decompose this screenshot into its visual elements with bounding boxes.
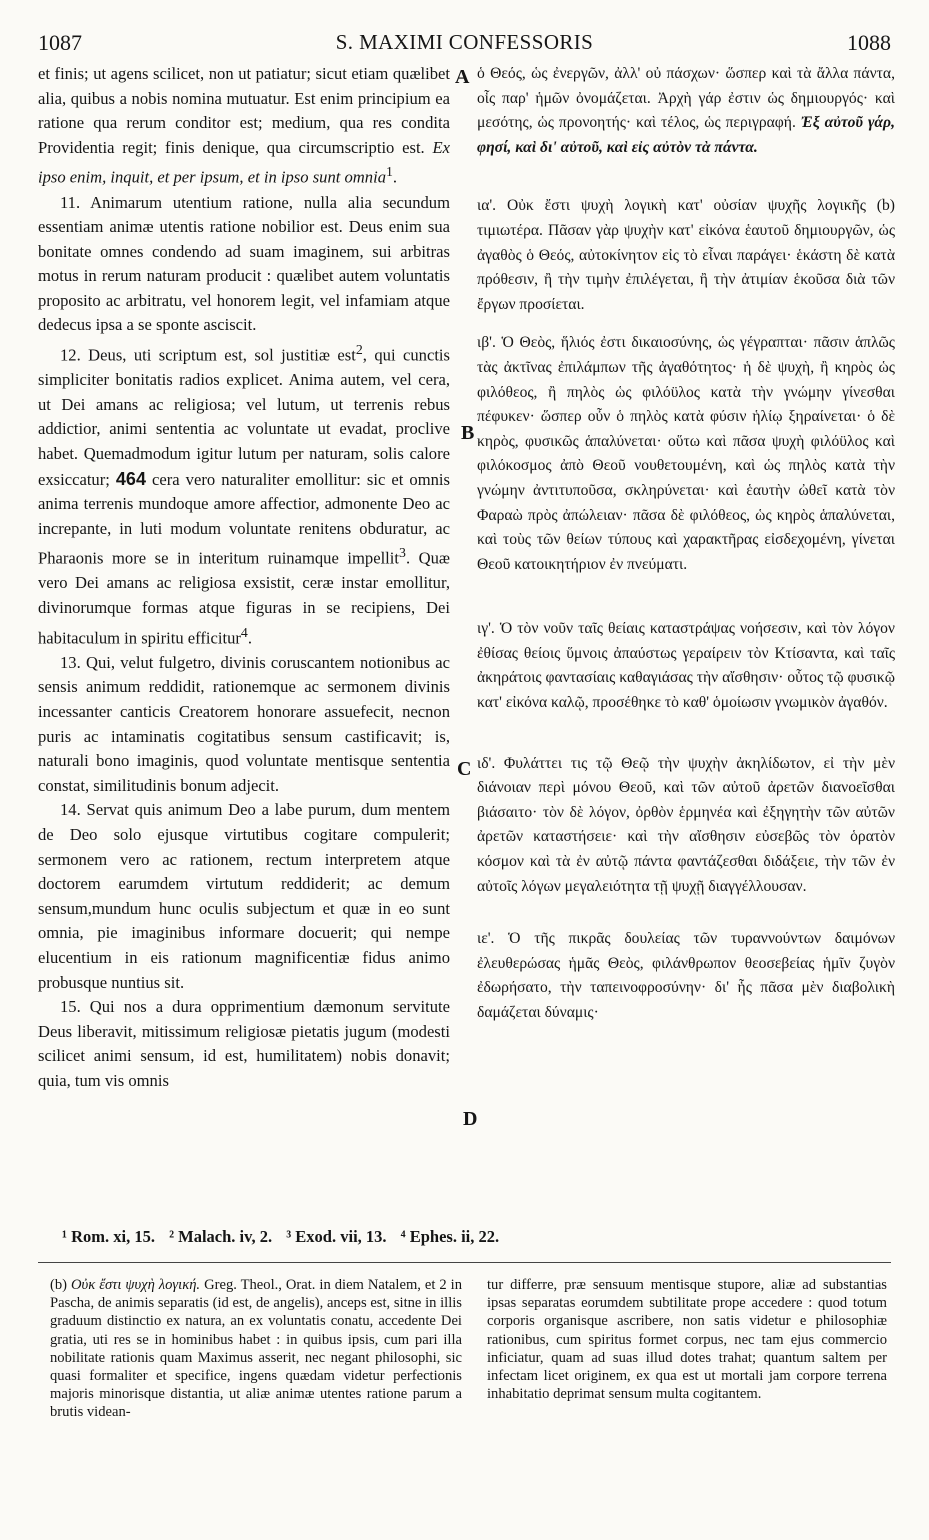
footnote-1: ¹ Rom. xi, 15. bbox=[62, 1227, 155, 1246]
greek-para-14: ιδ'. Φυλάττει τις τῷ Θεῷ τὴν ψυχὴν ἀκηλίδωτον, εἰ τὴν μὲν διάνοιαν περὶ μόνου Θεοῦ, καὶ τῶν αὐτοῦ ἀρετῶν διανοεῖσθαι βιάσαιτο· τὸν δὲ λόγον, ὀρθὸν ἑρμηνέα καὶ ἐξηγητὴν τῶν αὐτῶν ἀρετῶν καταστήσειε· καὶ τὴν αἴσθησιν εὐσεβῶς τὸν ὁρατὸν κόσμον καὶ τὰ ἐν αὐτῷ πάντα φαντάζεσθαι διδάξειε, τὴν τῶν ἐν αὐτοῖς λόγων μεγαλειότητα τῇ ψυχῇ διαγγέλλουσαν. bbox=[477, 754, 895, 895]
margin-mark-a: A bbox=[455, 66, 470, 88]
note-lemma: Οὐκ ἔστι ψυχὴ λογική. bbox=[71, 1277, 201, 1293]
latin-para-15: 15. Qui nos a dura opprimentium dæmonum servitute Deus liberavit, mitissimum religiosæ pietatis jugum (modesti scilicet animi sensum, id est, humilitatem) nobis donavit; quia, tum vis omnis bbox=[38, 997, 450, 1090]
latin-para-12: 12. Deus, uti scriptum est, sol justitiæ est$^2$, qui cunctis simpliciter bonitatis radios explicet. Anima autem, vel cera, ut Dei amans ac religiosa; vel lutum, ut terrenis rebus addictior, animi sententia ac voluntate ut evadat, proclive habet. Quemadmodum igitur lutum per naturam, solis calore exsiccatur; 464 cera vero naturaliter emollitur: sic et omnis anima terrenis mundoque amore affectior, admonente Deo ac increpante, in luti modum voluntate renitens obduratur, ac Pharaonis more se in interitum ruinamque impellit$^3$. Quæ vero Dei amans ac religiosa exsistit, ceræ instar emollitur, divinorumque formas atque figuras in se recipiens, Dei habitaculum in spiritu efficitur$^4$. bbox=[38, 342, 450, 648]
footnote-references bbox=[62, 1227, 509, 1247]
footnote-3: ³ Exod. vii, 13. bbox=[286, 1227, 387, 1246]
note-text-right: tur differre, præ sensuum mentisque stupore, aliæ ad substantias ipsas separatas eorumdem subtilitate prope accedere : quod totum corporis organisque ascribere, non satis videtur e philosophiæ rationibus, cum spiritus formet corpus, nec tam ejus commercio inficiatur, quam ad suas illud dotes trahat; quantum saltem per infectam licet originem, ex qua est ut mortali jam corpore terrena inhabitatio deprimat sensum multa cogitantem. bbox=[487, 1277, 887, 1403]
greek-column bbox=[477, 62, 895, 1026]
margin-mark-d: D bbox=[463, 1108, 478, 1130]
latin-column bbox=[38, 62, 450, 1093]
greek-para-10: ὁ Θεός, ὡς ἐνεργῶν, ἀλλ' οὐ πάσχων· ὥσπερ καὶ τὰ ἄλλα πάντα, οἷς παρ' ἡμῶν ὀνομάζεται. Ἀρχὴ γάρ ἐστιν ὡς δημιουργός· καὶ μεσότης, ὡς προνοητής· καὶ τέλος, ὡς περιγραφή. Ἐξ αὐτοῦ γάρ, φησί, καὶ δι' αὐτοῦ, καὶ εἰς αὐτὸν τὰ πάντα. bbox=[477, 65, 895, 156]
greek-para-13: ιγ'. Ὁ τὸν νοῦν ταῖς θείαις καταστράψας νοήσεσιν, καὶ τὸν λόγον ἐθίσας θείοις ὕμνοις ἀπαύστως γεραίρειν τὸν Κτίσαντα, καὶ ταῖς ἀκηράτοις φαντασίαις καθαγιάσας τὴν αἴσθησιν· οὗτος τῷ φυσικῷ κατ' εἰκόνα καλῷ, προσέθηκε τὸ καθ' ὁμοίωσιν γνωμικὸν ἀγαθόν. bbox=[477, 620, 895, 712]
margin-mark-b: B bbox=[461, 422, 475, 444]
footnote-2: ² Malach. iv, 2. bbox=[169, 1227, 273, 1246]
note-text-left: Greg. Theol., Orat. in diem Natalem, et 2 in Pascha, de animis separatis (id est, de angelis), anceps est, sitne in illis graduum distinctio ex natura, an ex voluntatis conatu, accedente Dei gratia, uti res se in hominibus habet : in quibus ipsis, cum pari illa nobilitate rationis quam Maximus asserit, nec negant philosophi, sic quasi formaliter et specifice, ingens quædam videtur perfectionis majoris minorisque distantia, ut aliæ animæ utentes ratione parum a brutis videan- bbox=[50, 1277, 462, 1421]
column-number: 464 bbox=[115, 468, 146, 489]
editorial-note-right bbox=[487, 1276, 887, 1403]
latin-para-11: 11. Animarum utentium ratione, nulla alia secundum essentiam animæ utentis ratione nobilior est. Deus enim sua bonitate omnes condendo ad suam imaginem, sui arbitras motus in rerum naturam producit : quælibet autem voluntatis proposito ac arbitratu, vel honorem legit, vel infamiam atque dedecus ipsa a se sponte asciscit. bbox=[38, 192, 450, 335]
footnote-separator bbox=[38, 1262, 891, 1263]
latin-para-10: et finis; ut agens scilicet, non ut patiatur; sicut etiam quælibet alia, quibus a nobis nomina mutuatur. Est enim principium ea ratione qua rerum conditor est; medium, qua res condita Providentia regit; finis denique, qua circumscriptio est. Ex ipso enim, inquit, et per ipsum, et in ipso sunt omnia$^1$. bbox=[38, 64, 450, 187]
editorial-note-left bbox=[50, 1276, 462, 1422]
page-number-left: 1087 bbox=[38, 30, 82, 55]
latin-para-13: 13. Qui, velut fulgetro, divinis coruscantem notionibus ac sensis animum reddidit, rationemque ac sermonem divinis incessanter canticis Creatorem honorare assuefecit, necnon puris ac intaminatis cogitatibus sensum castificavit; is, naturali bono imaginis, quod voluntate mentisque sententia constat, similitudinis bonum adjecit. bbox=[38, 652, 450, 795]
page-header bbox=[38, 30, 891, 58]
greek-para-12: ιβ'. Ὁ Θεὸς, ἥλιός ἐστι δικαιοσύνης, ὡς γέγραπται· πᾶσιν ἁπλῶς τὰς ἀκτῖνας ἐπιλάμπων τῆς ἀγαθότητος· ἡ δὲ ψυχὴ, ἢ κηρὸς ὡς φιλόθεος, ἢ πηλὸς ὡς φιλόϋλος κατὰ τὴν γνώμην γίνεσθαι πέφυκεν· ὥσπερ οὖν ὁ πηλὸς κατὰ φύσιν ἡλίῳ ξηραίνεται· ὁ δὲ κηρὸς, φυσικῶς ἁπαλύνεται· οὕτω καὶ πᾶσα ψυχὴ φιλόϋλος καὶ φιλόκοσμος ἀπὸ Θεοῦ νουθετουμένη, καὶ ὡς πηλὸς κατὰ τὴν γνώμην ἀντιτυποῦσα, σκληρύνεται· καὶ ἑαυτὴν ὠθεῖ κατὰ τὸν Φαραὼ πρὸς ἀπώλειαν· πᾶσα δὲ φιλόθεος, ὡς κηρὸς ἁπαλύνεται, καὶ τοὺς τῶν θείων τύπους καὶ χαρακτῆρας εἰσδεχομένη, γίνεται Θεοῦ κατοικητήριον ἐν πνεύματι. bbox=[477, 334, 895, 573]
footnote-4: ⁴ Ephes. ii, 22. bbox=[400, 1227, 500, 1246]
note-label: (b) bbox=[50, 1277, 68, 1293]
page-number-right: 1088 bbox=[847, 30, 891, 55]
margin-mark-c: C bbox=[457, 758, 472, 780]
latin-para-14: 14. Servat quis animum Deo a labe purum, dum mentem de Deo solo ejusque virtutibus cogitare compulerit; sermonem vero ac rationem, rectum interpretem atque doctorem earumdem virtutum reddiderit; ac demum sensum,mundum hunc oculis subjectum et quæ in eo sunt omnia, pie imaginibus informare docuerit; qui nempe elucentium in eis rationum magnificentiæ fidus animo probusque nuntius sit. bbox=[38, 800, 450, 992]
greek-para-15: ιε'. Ὁ τῆς πικρᾶς δουλείας τῶν τυραννούντων δαιμόνων ἐλευθερώσας ἡμᾶς Θεὸς, φιλάνθρωπον θεοσεβείας ἡμῖν ζυγὸν ἐδωρήσατο, τὴν ταπεινοφροσύνην· δι' ἧς πᾶσα μὲν διαβολικὴ δαμάζεται δύναμις· bbox=[477, 930, 895, 1021]
greek-para-11: ια'. Οὐκ ἔστι ψυχὴ λογικὴ κατ' οὐσίαν ψυχῆς λογικῆς (b) τιμιωτέρα. Πᾶσαν γὰρ ψυχὴν κατ' εἰκόνα ἑαυτοῦ δημιουργῶν, ὡς ἀγαθὸς ὁ Θεός, αὐτοκίνητον εἰς τὸ εἶναι παράγει· ἑκάστη δὲ κατὰ πρόθεσιν, ἢ τὴν τιμὴν ἐπιλέγεται, ἢ τὴν ἀτιμίαν ἑκοῦσα διὰ τῶν ἔργων προσίεται. bbox=[477, 197, 895, 313]
running-title: S. MAXIMI CONFESSORIS bbox=[335, 30, 594, 54]
